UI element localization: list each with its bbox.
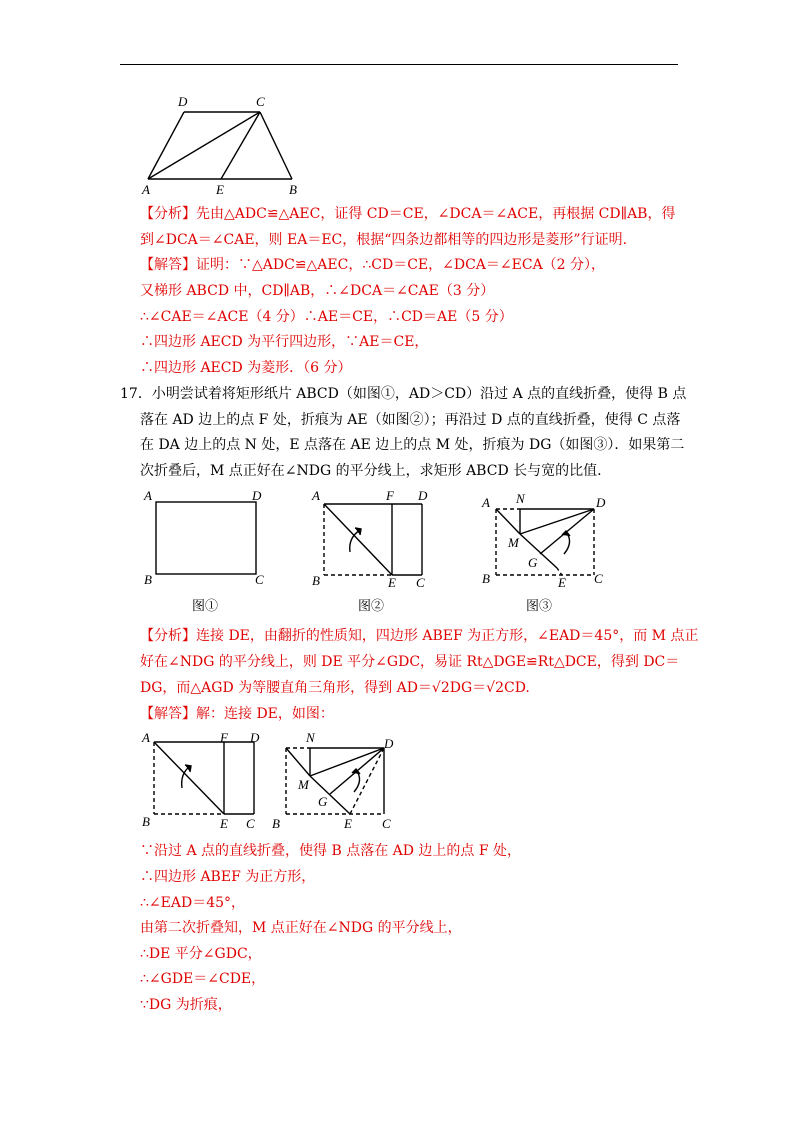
fig3-caption: 图③ (526, 598, 553, 613)
solution-figure-left (140, 728, 270, 832)
analysis17-line2: 好在∠NDG 的平分线上，则 DE 平分∠GDC，易证 Rt△DGE≌Rt△DCE，得到 DC＝ (140, 654, 680, 670)
fig2-label-A: A (312, 488, 320, 503)
fig3-label-E: E (558, 575, 566, 590)
analysis17-line3: DG，而△AGD 为等腰直角三角形，得到 AD＝√2DG＝√2CD. (140, 680, 530, 696)
solution17-body-7: ∵DG 为折痕， (140, 997, 232, 1013)
fig3-label-N: N (516, 491, 525, 506)
fig3-label-D: D (596, 495, 606, 510)
solution16-line4: ∴四边形 AECD 为平行四边形，∵AE＝CE， (140, 334, 429, 350)
label-C: C (256, 94, 265, 109)
fig1-label-A: A (144, 488, 152, 503)
solution16-line2: 又梯形 ABCD 中，CD∥AB，∴∠DCA＝∠CAE（3 分） (140, 283, 495, 299)
sol-right-label-C: C (382, 816, 391, 831)
solution16-line1: 【解答】证明：∵△ADC≌△AEC，∴CD＝CE，∠DCA＝∠ECA（2 分）， (140, 257, 606, 273)
problem17-line3: 在 DA 边上的点 N 处，E 点落在 AE 边上的点 M 处，折痕为 DG（如图③）．如果第二 (140, 437, 685, 453)
figure-3-second-fold (478, 488, 618, 616)
fig2-label-D: D (418, 488, 428, 503)
problem17-line4: 次折叠后，M 点正好在∠NDG 的平分线上，求矩形 ABCD 长与宽的比值. (140, 463, 602, 479)
solution17-body-2: ∴四边形 ABEF 为正方形， (140, 869, 316, 885)
fig3-label-C: C (594, 571, 603, 586)
solution-figure-right (272, 728, 408, 832)
sol-right-label-M: M (298, 777, 309, 792)
fig2-label-C: C (416, 575, 425, 590)
problem17-line1: 17．小明尝试着将矩形纸片 ABCD（如图①，AD＞CD）沿过 A 点的直线折叠，使得 B 点 (120, 386, 687, 402)
analysis17-line1: 【分析】连接 DE，由翻折的性质知，四边形 ABEF 为正方形，∠EAD＝45°，而 M 点正 (140, 628, 699, 644)
solution16-line5: ∴四边形 AECD 为菱形．（6 分） (140, 360, 352, 376)
sol-right-label-D: D (384, 736, 394, 751)
fig1-label-D: D (252, 488, 262, 503)
sol-left-label-D: D (250, 730, 260, 745)
fig1-caption: 图① (192, 598, 219, 613)
fig3-label-M: M (508, 535, 519, 550)
figure-2-first-fold (308, 488, 438, 616)
fig3-label-A: A (482, 495, 490, 510)
sol-left-label-B: B (142, 814, 150, 829)
label-B: B (289, 182, 297, 197)
figure-1-rectangle (142, 488, 272, 616)
solution16-line3: ∴∠CAE＝∠ACE（4 分）∴AE＝CE，∴CD＝AE（5 分） (140, 309, 513, 325)
sol-right-label-E: E (344, 816, 352, 831)
solution17-body-4: 由第二次折叠知，M 点正好在∠NDG 的平分线上， (140, 920, 462, 936)
sol-left-label-A: A (142, 730, 150, 745)
analysis16-line2: 到∠DCA＝∠CAE，则 EA＝EC，根据“四条边都相等的四边形是菱形”行证明. (140, 232, 628, 248)
fig1-label-C: C (255, 572, 264, 587)
sol-right-label-G: G (318, 794, 328, 809)
header-rule (120, 64, 678, 65)
fig3-label-G: G (528, 555, 538, 570)
fig2-caption: 图② (358, 598, 385, 613)
label-D: D (178, 94, 188, 109)
fig1-label-B: B (144, 572, 152, 587)
fig3-label-B: B (482, 571, 490, 586)
fig2-label-B: B (312, 573, 320, 588)
problem17-line2: 落在 AD 边上的点 F 处，折痕为 AE（如图②）；再沿过 D 点的直线折叠，使得 C 点落 (140, 412, 681, 428)
fig2-label-E: E (388, 575, 396, 590)
solution17-heading: 【解答】解：连接 DE，如图： (140, 706, 334, 722)
solution17-body-6: ∴∠GDE＝∠CDE， (140, 971, 266, 987)
solution17-body-5: ∴DE 平分∠GDC， (140, 946, 262, 962)
label-A: A (142, 182, 150, 197)
solution17-body-1: ∵沿过 A 点的直线折叠，使得 B 点落在 AD 边上的点 F 处， (140, 843, 522, 859)
sol-left-label-E: E (220, 816, 228, 831)
fig2-label-F: F (386, 488, 394, 503)
label-E: E (216, 182, 224, 197)
sol-left-label-F: F (220, 730, 228, 745)
sol-right-label-B: B (272, 816, 280, 831)
sol-left-label-C: C (246, 816, 255, 831)
figure-trapezoid (138, 92, 308, 198)
solution17-body-3: ∴∠EAD＝45°， (140, 895, 246, 911)
sol-right-label-N: N (306, 730, 315, 745)
analysis16-line1: 【分析】先由△ADC≌△AEC，证得 CD＝CE，∠DCA＝∠ACE，再根据 CD∥AB，得 (140, 206, 676, 222)
